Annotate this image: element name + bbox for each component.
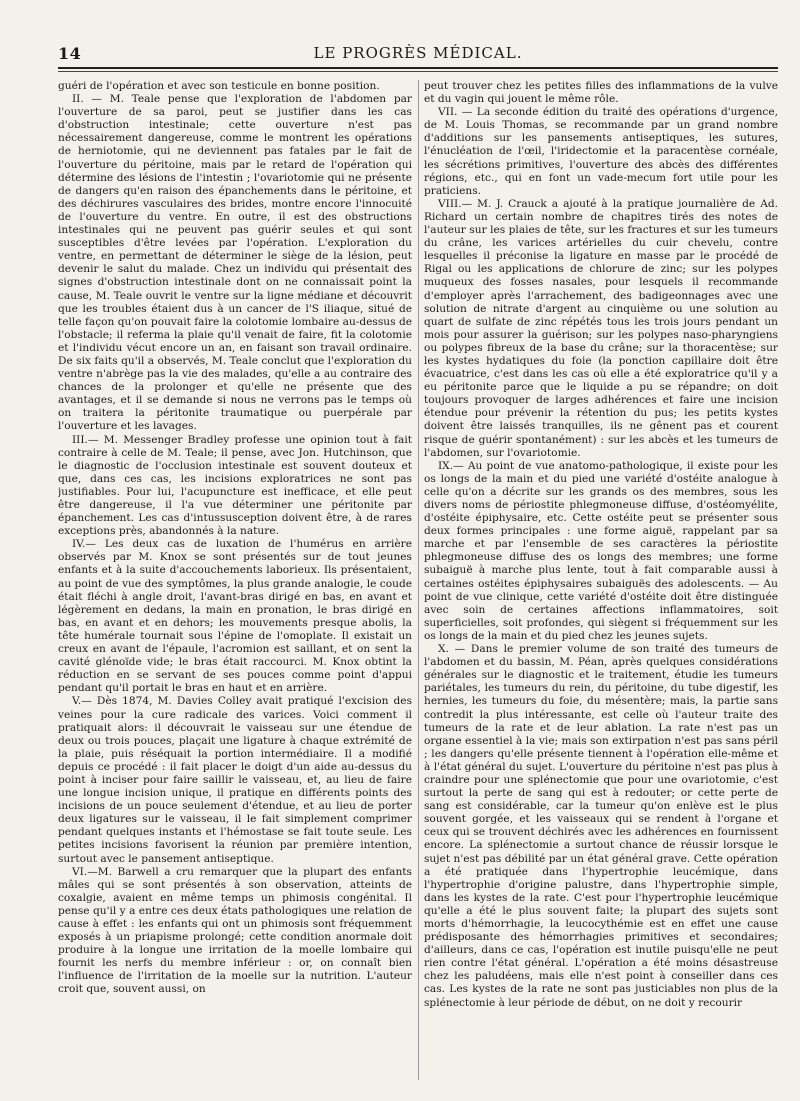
- paragraph: VI.—M. Barwell a cru remarquer que la plupart des enfants mâles qui se sont présentés à son observation, atteints de coxalgie, avaient en même temps un phimosis congénital. Il pense qu'il y a entre ces deux états pathologiques une relation de cause à effet : les enfants qui ont un phimosis sont fréquemment exposés à un priapisme prolongé; cette condition anormale doit produire à la longue une irritation de la moelle lombaire qui fournit les nerfs du membre inférieur : or, on connaît bien l'influence de l'irritation de la moelle sur la nutrition. L'auteur croit que, souvent aussi, on: [58, 865, 412, 996]
- paragraph: guéri de l'opération et avec son testicule en bonne position.: [58, 80, 380, 92]
- left-column: [58, 80, 412, 1090]
- paragraph: VII. — La seconde édition du traité des opérations d'urgence, de M. Louis Thomas, se recommande par un grand nombre d'additions sur les pansements antiseptiques, les sutures, l'énucléation de l'œil, l'iridectomie et la paracentèse cornéale, les sécrétions primitives, l'ouverture des abcès des différentes régions, etc., qui en font un vade-mecum fort utile pour les praticiens.: [424, 106, 778, 197]
- paragraph: II. — M. Teale pense que l'exploration de l'abdomen par l'ouverture de sa paroi, peut se justifier dans les cas d'obstruction intestinale; cette ouverture n'est pas nécessairement dangereuse, comme le montrent les opérations de herniotomie, qui ne deviennent pas fatales par le fait de l'ouverture du péritoine, mais par le retard de l'opération qui détermine des lésions de l'intestin ; l'ovariotomie qui ne présente de dangers qu'en raison des épanchements dans le péritoine, et des déchirures vasculaires des brides, montre encore l'innocuité de l'ouverture du ventre. En outre, il est des obstructions intestinales qui ne peuvent pas guérir seules et qui sont susceptibles d'être levées par l'opération. L'exploration du ventre, en permettant de déterminer le siège de la lésion, peut devenir le salut du malade. Chez un individu qui présentait des signes d'obstruction intestinale dont on ne connaissait point la cause, M. Teale ouvrit le ventre sur la ligne médiane et découvrit que les troubles étaient dus à un cancer de l'S iliaque, situé de telle façon qu'on pouvait faire la colotomie lombaire au-dessus de l'obstacle; il referma la plaie qu'il venait de faire, fit la colotomie et l'individu vécut encore un an, en faisant son travail ordinaire. De six faits qu'il a observés, M. Teale conclut que l'exploration du ventre n'abrège pas la vie des malades, qu'elle a au contraire des chances de la prolonger et qu'elle ne présente que des avantages, et il se demande si nous ne verrons pas le temps où on traitera la péritonite traumatique ou puerpérale par l'ouverture et les lavages.: [58, 93, 412, 433]
- header-rule-thick: [58, 67, 778, 69]
- paragraph: IX.— Au point de vue anatomo-pathologique, il existe pour les os longs de la main et du pied une variété d'ostéite analogue à celle qu'on a décrite sur les grands os des membres, sous les divers noms de périostite phlegmoneuse diffuse, d'ostéomyélite, d'ostéite épiphysaire, etc. Cette ostéite peut se présenter sous deux formes principales : une forme aiguë, rappelant par sa marche et par l'ensemble de ses caractères la périostite phlegmoneuse diffuse des os longs des membres; une forme subaiguë à marche plus lente, tout à fait comparable aussi à certaines ostéites épiphysaires subaiguës des adolescents. — Au point de vue clinique, cette variété d'ostéite doit être distinguée avec soin de certaines affections inflammatoires, soit superficielles, soit profondes, qui siègent si fréquemment sur les os longs de la main et du pied chez les jeunes sujets.: [424, 459, 778, 642]
- paragraph: VIII.— M. J. Crauck a ajouté à la pratique journalière de Ad. Richard un certain nombre de chapitres tirés des notes de l'auteur sur les plaies de tête, sur les fractures et sur les tumeurs du crâne, les varices artérielles du cuir chevelu, contre lesquelles il préconise la ligature en masse par le procédé de Rigal ou les applications de chlorure de zinc; sur les polypes muqueux des fosses nasales, pour lesquels il recommande d'employer après l'arrachement, des badigeonnages avec une solution de nitrate d'argent au cinquième ou une solution au quart de sulfate de zinc répétés tous les trois jours pendant un mois pour assurer la guérison; sur les polypes naso-pharyngiens ou polypes fibreux de la base du crâne; sur la thoracentèse; sur les kystes hydatiques du foie (la ponction capillaire doit être évacuatrice, c'est dans les cas où elle a été exploratrice qu'il y a eu péritonite parce que le liquide a pu se répandre; on doit toujours provoquer de larges adhérences et faire une incision étendue pour prévenir la rétention du pus; les petits kystes doivent être laissés tranquilles, ils ne gênent pas et courent risque de guérir spontanément) : sur les abcès et les tumeurs de l'abdomen, sur l'ovariotomie.: [424, 197, 778, 459]
- paragraph: peut trouver chez les petites filles des inflammations de la vulve et du vagin qui jouent le même rôle.: [424, 80, 778, 106]
- journal-title: LE PROGRÈS MÉDICAL.: [313, 44, 523, 62]
- column-divider: [418, 80, 419, 1080]
- paragraph: X. — Dans le premier volume de son traité des tumeurs de l'abdomen et du bassin, M. Péan, après quelques considérations générales sur le diagnostic et le traitement, étudie les tumeurs pariétales, les tumeurs du rein, du péritoine, du tube digestif, les hernies, les tumeurs du foie, du mésentère; mais, la partie sans contredit la plus intéressante, est celle où l'auteur traite des tumeurs de la rate et de leur ablation. La rate n'est pas un organe essentiel à la vie; mais son extirpation n'est pas sans péril ; les dangers qu'elle présente tiennent à l'opération elle-même et à l'état général du sujet. L'ouverture du péritoine n'est pas plus à craindre pour une splénectomie que pour une ovariotomie, c'est surtout la perte de sang qui est à redouter; or cette perte de sang est considérable, car la tumeur qu'on enlève est le plus souvent gorgée, et les vaisseaux qui se rendent à l'organe et ceux qui se trouvent déchirés avec les adhérences en fournissent encore. La splénectomie a surtout chance de réussir lorsque le sujet n'est pas débilité par un état général grave. Cette opération a été pratiquée dans l'hypertrophie leucémique, dans l'hypertrophie d'origine palustre, dans l'hypertrophie simple, dans les kystes de la rate. C'est pour l'hypertrophie leucémique qu'elle a été le plus souvent faite; la plupart des sujets sont morts d'hémorrhagie, la leucocythémie est en effet une cause prédisposante des hémorrhagies primitives et secondaires; d'ailleurs, dans ce cas, l'opération est inutile puisqu'elle ne peut rien contre l'état général. L'opération a été moins désastreuse chez les paludéens, mais elle n'est point à conseiller dans ces cas. Les kystes de la rate ne sont pas justiciables non plus de la splénectomie à leur période de début, on ne doit y recourir: [424, 643, 778, 1009]
- paragraph: III.— M. Messenger Bradley professe une opinion tout à fait contraire à celle de M. Teale; il pense, avec Jon. Hutchinson, que le diagnostic de l'occlusion intestinale est souvent douteux et que, dans ces cas, les incisions exploratrices ne sont pas justifiables. Pour lui, l'acupuncture est inefficace, et elle peut être dangereuse, il l'a vue déterminer une péritonite par épanchement. Les cas d'intussusception doivent être, à de rares exceptions près, abandonnés à la nature.: [58, 433, 412, 538]
- header-rule-thin: [58, 71, 778, 72]
- page-header: [58, 44, 778, 66]
- paragraph: IV.— Les deux cas de luxation de l'humérus en arrière observés par M. Knox se sont présentés sur de tout jeunes enfants et à la suite d'accouchements laborieux. Ils présentaient, au point de vue des symptômes, la plus grande analogie, le coude était fléchi à angle droit, l'avant-bras dirigé en bas, en avant et légèrement en dedans, la main en pronation, le bras dirigé en bas, en avant et en dehors; les mouvements presque abolis, la tête humérale tournait sous l'épine de l'omoplate. Il existait un creux en avant de l'épaule, l'acromion est saillant, et on sent la cavité glénoïde vide; le bras était raccourci. M. Knox obtint la réduction en se servant de ses pouces comme point d'appui pendant qu'il portait le bras en haut et en arrière.: [58, 538, 412, 695]
- page-number: 14: [58, 44, 82, 63]
- paragraph: V.— Dès 1874, M. Davies Colley avait pratiqué l'excision des veines pour la cure radicale des varices. Voici comment il pratiquait alors: il découvrait le vaisseau sur une étendue de deux ou trois pouces, plaçait une ligature à chaque extrémité de la plaie, puis réséquait la portion intermédiaire. Il a modifié depuis ce procédé : il fait placer le doigt d'un aide au-dessus du point à inciser pour faire saillir le vaisseau, et, au lieu de faire une longue incision unique, il pratique en différents points des incisions de un pouce seulement d'étendue, et au lieu de porter deux ligatures sur le vaisseau, il le fait simplement comprimer pendant quelques instants et l'hémostase se fait toute seule. Les petites incisions favorisent la réunion par première intention, surtout avec le pansement antiseptique.: [58, 695, 412, 865]
- right-column: [424, 80, 778, 1090]
